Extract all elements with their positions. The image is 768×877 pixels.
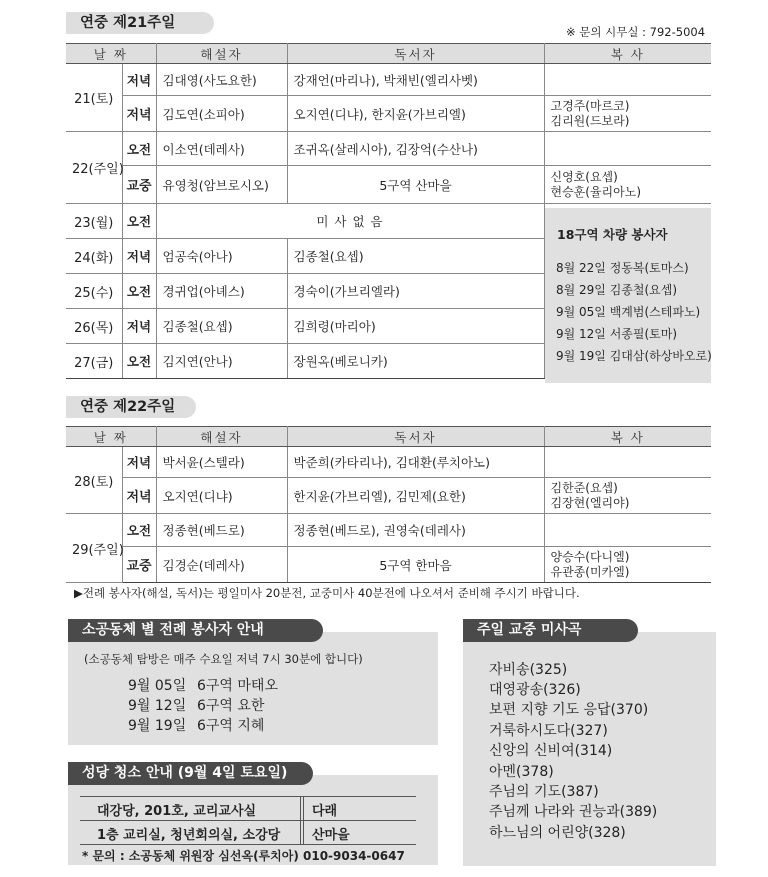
col-commentator: 해설자	[156, 44, 287, 64]
week22-table	[66, 426, 711, 583]
cleaning-place: 1층 교리실, 청년회의실, 소강당	[97, 828, 281, 843]
vehicle-item: 9월 12일 서종필(토마)	[556, 327, 678, 341]
commentator-cell: 김종철(요셉)	[156, 309, 287, 344]
time-cell: 오전	[122, 344, 156, 379]
cleaning-group: 다래	[312, 804, 338, 819]
hymn-item: 아멘(378)	[489, 764, 554, 780]
server-name: 김장현(엘리야)	[550, 495, 630, 510]
hymn-item: 거룩하시도다(327)	[489, 723, 608, 739]
cleaning-place: 대강당, 201호, 교리교사실	[97, 804, 257, 819]
server-notice: ▶전례 봉사자(해설, 독서)는 평일미사 20분전, 교중미사 40분전에 나오셔서 준비해 주시기 바랍니다.	[74, 586, 580, 600]
server-cell	[544, 547, 711, 583]
time-cell: 저녁	[122, 64, 156, 96]
time-cell: 저녁	[122, 239, 156, 274]
reader-cell: 김종철(요셉)	[287, 239, 544, 274]
cleaning-contact: * 문의 : 소공동체 위원장 심선옥(루치아) 010-9034-0647	[82, 849, 405, 863]
vehicle-item: 8월 22일 정동복(토마스)	[556, 261, 689, 275]
time-cell: 오전	[122, 514, 156, 547]
table-row	[66, 96, 711, 132]
week21-title: 연중 제21주일	[66, 12, 214, 34]
commentator-cell: 정종현(베드로)	[156, 514, 287, 547]
commentator-cell: 경귀업(아녜스)	[156, 274, 287, 309]
col-server: 복 사	[544, 427, 711, 447]
time-cell: 오전	[122, 274, 156, 309]
commentator-cell: 이소연(데레사)	[156, 132, 287, 166]
hymn-item: 자비송(325)	[489, 662, 568, 678]
reader-cell: 한지윤(가브리엘), 김민제(요한)	[287, 478, 544, 514]
time-cell: 교중	[122, 166, 156, 204]
commentator-cell: 김대영(사도요한)	[156, 64, 287, 96]
table-row	[66, 447, 711, 478]
time-cell: 저녁	[122, 309, 156, 344]
hymn-item: 보편 지향 기도 응답(370)	[489, 702, 649, 718]
server-cell	[544, 64, 711, 96]
server-name: 유관종(미카엘)	[550, 564, 630, 579]
vehicle-cell	[544, 204, 711, 379]
table-row	[66, 547, 711, 583]
date-cell: 22(주일)	[66, 132, 122, 204]
time-cell: 저녁	[122, 478, 156, 514]
time-cell: 교중	[122, 547, 156, 583]
divider	[80, 844, 416, 845]
server-name: 김리원(드보라)	[550, 113, 630, 128]
commentator-cell: 김경순(데레사)	[156, 547, 287, 583]
table-row	[66, 64, 711, 96]
server-name: 고경주(마르코)	[550, 98, 630, 113]
no-mass-cell: 미 사 없 음	[156, 204, 544, 239]
divider	[303, 796, 304, 844]
divider	[80, 820, 416, 821]
commentator-cell: 유영청(암브로시오)	[156, 166, 287, 204]
reader-cell: 김희령(마리아)	[287, 309, 544, 344]
reader-cell: 오지연(디냐), 한지윤(가브리엘)	[287, 96, 544, 132]
server-cell	[544, 96, 711, 132]
community-group: 6구역 지혜	[197, 718, 265, 734]
hymns-title: 주일 교중 미사곡	[463, 619, 638, 642]
divider	[300, 796, 301, 844]
vehicle-item: 9월 19일 김대삼(하상바오로)	[556, 349, 712, 363]
reader-cell: 정종현(베드로), 권영숙(데레사)	[287, 514, 544, 547]
col-commentator: 해설자	[156, 427, 287, 447]
vehicle-item: 9월 05일 백계범(스테파노)	[556, 305, 701, 319]
time-cell: 저녁	[122, 447, 156, 478]
commentator-cell: 박서윤(스텔라)	[156, 447, 287, 478]
table-row	[66, 478, 711, 514]
reader-cell: 장원옥(베로니카)	[287, 344, 544, 379]
table-row	[66, 132, 711, 166]
divider	[80, 796, 416, 797]
reader-cell: 5구역 한마음	[287, 547, 544, 583]
vehicle-item: 8월 29일 김종철(요셉)	[556, 283, 678, 297]
date-cell: 29(주일)	[66, 514, 122, 583]
community-date: 9월 05일	[128, 678, 187, 694]
hymn-item: 대영광송(326)	[489, 682, 581, 698]
server-name: 김한준(요셉)	[550, 480, 618, 495]
contact-office: ※ 문의 시무실 : 792-5004	[566, 25, 706, 39]
time-cell: 오전	[122, 204, 156, 239]
commentator-cell: 김도연(소피아)	[156, 96, 287, 132]
week21-table	[66, 43, 711, 379]
hymn-item: 주님께 나라와 권능과(389)	[489, 804, 658, 820]
time-cell: 저녁	[122, 96, 156, 132]
date-cell: 27(금)	[66, 344, 122, 379]
commentator-cell: 엄공숙(아나)	[156, 239, 287, 274]
col-date: 날 짜	[66, 427, 156, 447]
time-cell: 오전	[122, 132, 156, 166]
community-date: 9월 19일	[128, 718, 187, 734]
vehicle-title: 18구역 차량 봉사자	[557, 227, 668, 242]
server-name: 신영호(요셉)	[550, 169, 618, 184]
cleaning-group: 산마을	[312, 828, 350, 843]
reader-cell: 조귀옥(살레시아), 김장억(수산나)	[287, 132, 544, 166]
community-note: (소공동체 탐방은 매주 수요일 저녁 7시 30분에 합니다)	[84, 652, 363, 666]
server-cell	[544, 132, 711, 166]
week22-title: 연중 제22주일	[66, 396, 196, 418]
col-reader: 독서자	[287, 44, 544, 64]
reader-cell: 5구역 산마을	[287, 166, 544, 204]
hymn-item: 하느님의 어린양(328)	[489, 825, 626, 841]
commentator-cell: 김지연(안나)	[156, 344, 287, 379]
col-server: 복 사	[544, 44, 711, 64]
community-group: 6구역 요한	[197, 698, 265, 714]
server-name: 현승훈(율리아노)	[550, 184, 642, 199]
table-row	[66, 204, 711, 239]
server-cell	[544, 514, 711, 547]
community-title: 소공동체 별 전례 봉사자 안내	[68, 619, 323, 642]
cleaning-title: 성당 청소 안내 (9월 4일 토요일)	[68, 762, 313, 785]
reader-cell: 경숙이(가브리엘라)	[287, 274, 544, 309]
date-cell: 24(화)	[66, 239, 122, 274]
date-cell: 28(토)	[66, 447, 122, 514]
server-name: 양승수(다니엘)	[550, 549, 630, 564]
col-date: 날 짜	[66, 44, 156, 64]
commentator-cell: 오지연(디냐)	[156, 478, 287, 514]
date-cell: 23(월)	[66, 204, 122, 239]
reader-cell: 강재언(마리나), 박채빈(엘리사벳)	[287, 64, 544, 96]
col-reader: 독서자	[287, 427, 544, 447]
reader-cell: 박준희(카타리나), 김대환(루치아노)	[287, 447, 544, 478]
community-group: 6구역 마태오	[197, 678, 278, 694]
table-row	[66, 166, 711, 204]
server-cell	[544, 478, 711, 514]
date-cell: 26(목)	[66, 309, 122, 344]
hymn-item: 신앙의 신비여(314)	[489, 743, 613, 759]
hymn-item: 주님의 기도(387)	[489, 784, 599, 800]
date-cell: 25(수)	[66, 274, 122, 309]
server-cell	[544, 166, 711, 204]
date-cell: 21(토)	[66, 64, 122, 132]
table-row	[66, 514, 711, 547]
server-cell	[544, 447, 711, 478]
community-date: 9월 12일	[128, 698, 187, 714]
